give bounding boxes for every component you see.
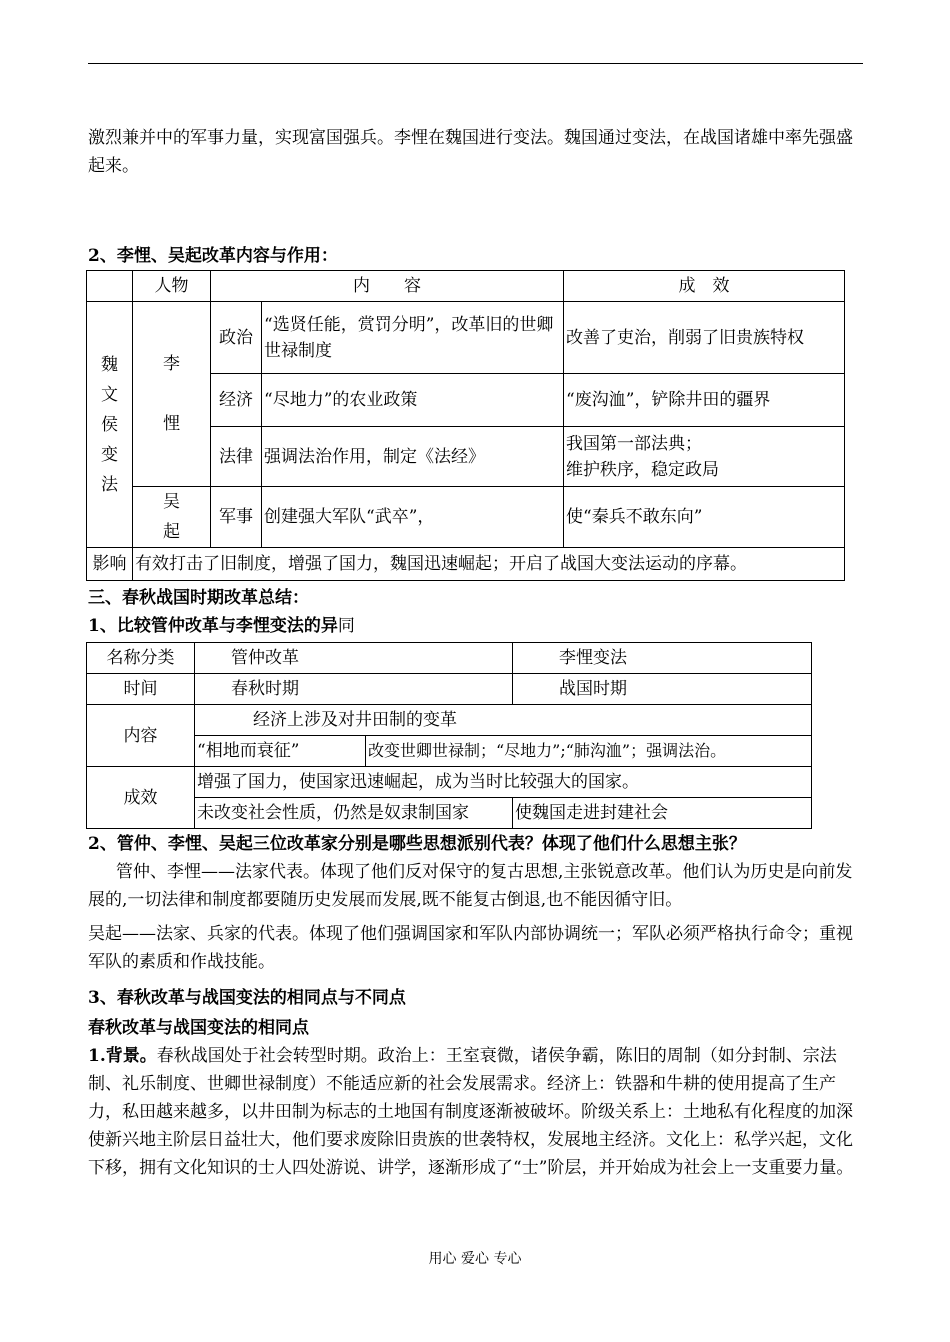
category-military: 军事: [211, 487, 262, 548]
li-kui-cell: 李 悝: [133, 302, 211, 487]
content-politics: “选贤任能，赏罚分明”，改革旧的世卿世禄制度: [262, 302, 564, 374]
effect-label: 成效: [87, 767, 195, 829]
header-guan-zhong: 管仲改革: [195, 643, 513, 674]
time-li-kui: 战国时期: [513, 674, 812, 705]
header-category: 名称分类: [87, 643, 195, 674]
wei-wenhou-reform-cell: 魏 文 侯 变 法: [87, 302, 133, 548]
effect-guan-zhong: 未改变社会性质，仍然是奴隶制国家: [195, 798, 513, 829]
table-header-blank: [87, 271, 133, 302]
content-li-kui: 改变世卿世禄制；“尽地力”;“肺沟洫”；强调法治。: [366, 736, 812, 767]
content-law: 强调法治作用，制定《法经》: [262, 427, 564, 487]
question-2-title: 2、管仲、李悝、吴起三位改革家分别是哪些思想派别代表？体现了他们什么思想主张？: [88, 834, 746, 854]
effect-law: 我国第一部法典； 维护秩序，稳定政局: [564, 427, 845, 487]
impact-text: 有效打击了旧制度，增强了国力，魏国迅速崛起；开启了战国大变法运动的序幕。: [133, 548, 845, 581]
compare-title: 1、比较管仲改革与李悝变法的异同: [88, 616, 355, 636]
question-2-paragraph-1: 管仲、李悝——法家代表。体现了他们反对保守的复古思想,主张锐意改革。他们认为历史是向前发展的,一切法律和制度都要随历史发展而发展,既不能复古倒退,也不能因循守旧。: [88, 862, 853, 910]
comparison-table: [86, 642, 812, 829]
effect-common: 增强了国力，使国家迅速崛起，成为当时比较强大的国家。: [195, 767, 812, 798]
content-economy: “尽地力”的农业政策: [262, 374, 564, 427]
similarities-title: 春秋改革与战国变法的相同点: [88, 1018, 309, 1038]
effect-li-kui: 使魏国走进封建社会: [513, 798, 812, 829]
reform-content-table: [86, 270, 845, 581]
content-label: 内容: [87, 705, 195, 767]
header-rule: [88, 63, 863, 64]
time-label: 时间: [87, 674, 195, 705]
category-law: 法律: [211, 427, 262, 487]
impact-label: 影响: [87, 548, 133, 581]
table-header-content: 内 容: [211, 271, 564, 302]
wu-qi-cell: 吴 起: [133, 487, 211, 548]
section-3-title: 三、春秋战国时期改革总结：: [88, 588, 309, 608]
content-common: 经济上涉及对井田制的变革: [195, 705, 812, 736]
background-paragraph: 1.背景。春秋战国处于社会转型时期。政治上：王室衰微，诸侯争霸，陈旧的周制（如分封制、宗法制、礼乐制度、世卿世禄制度）不能适应新的社会发展需求。经济上：铁器和牛耕的使用提高了生产力，私田越来越多，以井田制为标志的土地国有制度逐渐被破坏。阶级关系上：土地私有化程度的加深使新兴地主阶层日益壮大，他们要求废除旧贵族的世袭特权，发展地主经济。文化上：私学兴起，文化下移，拥有文化知识的士人四处游说、讲学，逐渐形成了“士”阶层，并开始成为社会上一支重要力量。: [88, 1046, 854, 1178]
content-guan-zhong: “相地而衰征”: [195, 736, 366, 767]
table-header-effect: 成 效: [564, 271, 845, 302]
effect-military: 使“秦兵不敢东向”: [564, 487, 845, 548]
question-3-title: 3、春秋改革与战国变法的相同点与不同点: [88, 988, 406, 1008]
header-li-kui: 李悝变法: [513, 643, 812, 674]
content-military: 创建强大军队“武卒”，: [262, 487, 564, 548]
category-politics: 政治: [211, 302, 262, 374]
section-2-title: 2、李悝、吴起改革内容与作用：: [88, 246, 338, 266]
effect-economy: “废沟洫”，铲除井田的疆界: [564, 374, 845, 427]
question-2-paragraph-2: 吴起——法家、兵家的代表。体现了他们强调国家和军队内部协调统一；军队必须严格执行命令；重视军队的素质和作战技能。: [88, 924, 853, 972]
effect-politics: 改善了吏治，削弱了旧贵族特权: [564, 302, 845, 374]
page-footer: 用心 爱心 专心: [428, 1251, 522, 1267]
category-economy: 经济: [211, 374, 262, 427]
time-guan-zhong: 春秋时期: [195, 674, 513, 705]
intro-paragraph: 激烈兼并中的军事力量，实现富国强兵。李悝在魏国进行变法。魏国通过变法，在战国诸雄中率先强盛起来。: [88, 128, 853, 176]
table-header-person: 人物: [133, 271, 211, 302]
